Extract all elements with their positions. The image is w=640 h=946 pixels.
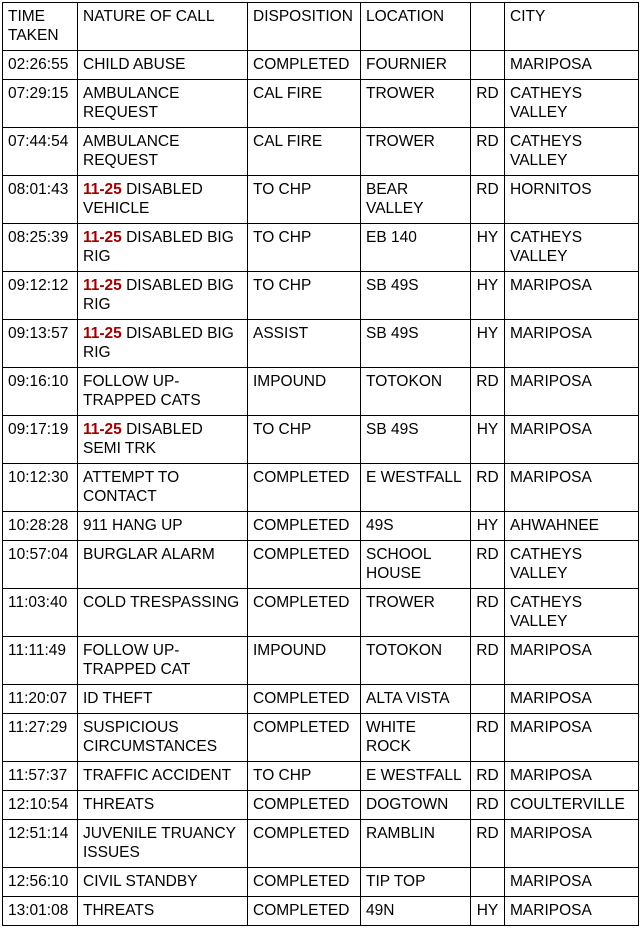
city-cell: CATHEYS VALLEY: [505, 128, 639, 176]
road-type-cell: RD: [471, 128, 505, 176]
disposition-cell: TO CHP: [248, 224, 361, 272]
table-row: [3, 589, 639, 637]
nature-text: ATTEMPT TO CONTACT: [83, 469, 180, 505]
disposition-cell: COMPLETED: [248, 464, 361, 512]
call-code: 11-25: [83, 277, 122, 294]
road-type-cell: RD: [471, 176, 505, 224]
location-cell: ALTA VISTA: [361, 685, 471, 714]
table-row: [3, 176, 639, 224]
time-taken-cell: 07:44:54: [3, 128, 78, 176]
time-taken-cell: 09:12:12: [3, 272, 78, 320]
location-cell: BEAR VALLEY: [361, 176, 471, 224]
nature-text: BURGLAR ALARM: [83, 546, 215, 563]
time-taken-cell: 13:01:08: [3, 897, 78, 926]
time-taken-cell: 11:27:29: [3, 714, 78, 762]
nature-text: AMBULANCE REQUEST: [83, 133, 180, 169]
city-cell: CATHEYS VALLEY: [505, 541, 639, 589]
location-cell: TROWER: [361, 589, 471, 637]
call-log-body: [3, 51, 639, 926]
road-type-cell: RD: [471, 762, 505, 791]
table-row: [3, 714, 639, 762]
road-type-cell: HY: [471, 320, 505, 368]
location-cell: 49S: [361, 512, 471, 541]
location-cell: DOGTOWN: [361, 791, 471, 820]
nature-of-call-cell: [78, 80, 248, 128]
nature-of-call-cell: [78, 128, 248, 176]
nature-text: CIVIL STANDBY: [83, 873, 198, 890]
nature-text: ID THEFT: [83, 690, 153, 707]
city-cell: MARIPOSA: [505, 762, 639, 791]
location-cell: TOTOKON: [361, 637, 471, 685]
table-row: [3, 820, 639, 868]
road-type-cell: RD: [471, 820, 505, 868]
nature-of-call-cell: [78, 176, 248, 224]
road-type-cell: RD: [471, 80, 505, 128]
header-disposition: DISPOSITION: [248, 3, 361, 51]
nature-of-call-cell: [78, 820, 248, 868]
call-log-table: [2, 2, 639, 926]
city-cell: MARIPOSA: [505, 368, 639, 416]
nature-text: FOLLOW UP-TRAPPED CATS: [83, 373, 201, 409]
city-cell: MARIPOSA: [505, 714, 639, 762]
time-taken-cell: 09:16:10: [3, 368, 78, 416]
header-road-type: [471, 3, 505, 51]
table-row: [3, 512, 639, 541]
location-cell: 49N: [361, 897, 471, 926]
header-row: [3, 3, 639, 51]
location-cell: SB 49S: [361, 416, 471, 464]
table-row: [3, 637, 639, 685]
nature-text: TRAFFIC ACCIDENT: [83, 767, 232, 784]
nature-of-call-cell: [78, 897, 248, 926]
disposition-cell: COMPLETED: [248, 868, 361, 897]
table-row: [3, 868, 639, 897]
city-cell: MARIPOSA: [505, 51, 639, 80]
nature-text: DISABLED BIG RIG: [83, 229, 234, 265]
time-taken-cell: 12:10:54: [3, 791, 78, 820]
city-cell: HORNITOS: [505, 176, 639, 224]
location-cell: FOURNIER: [361, 51, 471, 80]
time-taken-cell: 12:56:10: [3, 868, 78, 897]
city-cell: MARIPOSA: [505, 897, 639, 926]
table-row: [3, 416, 639, 464]
nature-text: DISABLED BIG RIG: [83, 277, 234, 313]
road-type-cell: HY: [471, 224, 505, 272]
nature-of-call-cell: [78, 791, 248, 820]
nature-text: COLD TRESPASSING: [83, 594, 240, 611]
nature-of-call-cell: [78, 464, 248, 512]
road-type-cell: RD: [471, 791, 505, 820]
location-cell: WHITE ROCK: [361, 714, 471, 762]
city-cell: MARIPOSA: [505, 464, 639, 512]
nature-of-call-cell: [78, 51, 248, 80]
header-time-taken: TIME TAKEN: [3, 3, 78, 51]
location-cell: TROWER: [361, 128, 471, 176]
city-cell: AHWAHNEE: [505, 512, 639, 541]
disposition-cell: COMPLETED: [248, 51, 361, 80]
time-taken-cell: 02:26:55: [3, 51, 78, 80]
time-taken-cell: 10:57:04: [3, 541, 78, 589]
disposition-cell: COMPLETED: [248, 685, 361, 714]
road-type-cell: HY: [471, 416, 505, 464]
city-cell: MARIPOSA: [505, 416, 639, 464]
nature-text: AMBULANCE REQUEST: [83, 85, 180, 121]
table-row: [3, 464, 639, 512]
nature-text: FOLLOW UP-TRAPPED CAT: [83, 642, 191, 678]
time-taken-cell: 10:28:28: [3, 512, 78, 541]
city-cell: MARIPOSA: [505, 320, 639, 368]
disposition-cell: COMPLETED: [248, 791, 361, 820]
time-taken-cell: 11:20:07: [3, 685, 78, 714]
city-cell: MARIPOSA: [505, 685, 639, 714]
city-cell: MARIPOSA: [505, 637, 639, 685]
call-code: 11-25: [83, 181, 122, 198]
time-taken-cell: 11:57:37: [3, 762, 78, 791]
table-row: [3, 541, 639, 589]
road-type-cell: RD: [471, 589, 505, 637]
road-type-cell: HY: [471, 512, 505, 541]
city-cell: COULTERVILLE: [505, 791, 639, 820]
nature-of-call-cell: [78, 512, 248, 541]
table-row: [3, 897, 639, 926]
nature-of-call-cell: [78, 637, 248, 685]
road-type-cell: RD: [471, 714, 505, 762]
time-taken-cell: 09:17:19: [3, 416, 78, 464]
disposition-cell: TO CHP: [248, 416, 361, 464]
table-row: [3, 51, 639, 80]
time-taken-cell: 10:12:30: [3, 464, 78, 512]
nature-of-call-cell: [78, 868, 248, 897]
call-code: 11-25: [83, 325, 122, 342]
city-cell: MARIPOSA: [505, 868, 639, 897]
nature-text: DISABLED SEMI TRK: [83, 421, 203, 457]
header-city: CITY: [505, 3, 639, 51]
nature-of-call-cell: [78, 272, 248, 320]
time-taken-cell: 12:51:14: [3, 820, 78, 868]
nature-text: JUVENILE TRUANCY ISSUES: [83, 825, 236, 861]
disposition-cell: TO CHP: [248, 176, 361, 224]
nature-text: CHILD ABUSE: [83, 56, 186, 73]
disposition-cell: CAL FIRE: [248, 128, 361, 176]
table-row: [3, 128, 639, 176]
nature-of-call-cell: [78, 368, 248, 416]
city-cell: CATHEYS VALLEY: [505, 224, 639, 272]
table-row: [3, 791, 639, 820]
road-type-cell: HY: [471, 272, 505, 320]
location-cell: TOTOKON: [361, 368, 471, 416]
table-row: [3, 320, 639, 368]
table-row: [3, 762, 639, 791]
nature-of-call-cell: [78, 541, 248, 589]
disposition-cell: COMPLETED: [248, 512, 361, 541]
nature-text: 911 HANG UP: [83, 517, 183, 534]
nature-of-call-cell: [78, 714, 248, 762]
location-cell: EB 140: [361, 224, 471, 272]
table-row: [3, 224, 639, 272]
location-cell: TROWER: [361, 80, 471, 128]
location-cell: TIP TOP: [361, 868, 471, 897]
nature-of-call-cell: [78, 685, 248, 714]
call-code: 11-25: [83, 421, 122, 438]
time-taken-cell: 08:01:43: [3, 176, 78, 224]
road-type-cell: RD: [471, 464, 505, 512]
time-taken-cell: 11:11:49: [3, 637, 78, 685]
header-nature-of-call: NATURE OF CALL: [78, 3, 248, 51]
location-cell: E WESTFALL: [361, 464, 471, 512]
city-cell: MARIPOSA: [505, 820, 639, 868]
nature-of-call-cell: [78, 224, 248, 272]
call-code: 11-25: [83, 229, 122, 246]
disposition-cell: COMPLETED: [248, 820, 361, 868]
nature-text: DISABLED VEHICLE: [83, 181, 203, 217]
road-type-cell: [471, 868, 505, 897]
time-taken-cell: 07:29:15: [3, 80, 78, 128]
nature-of-call-cell: [78, 589, 248, 637]
nature-of-call-cell: [78, 762, 248, 791]
disposition-cell: TO CHP: [248, 762, 361, 791]
road-type-cell: RD: [471, 541, 505, 589]
disposition-cell: ASSIST: [248, 320, 361, 368]
location-cell: SB 49S: [361, 320, 471, 368]
table-row: [3, 272, 639, 320]
road-type-cell: RD: [471, 368, 505, 416]
location-cell: SB 49S: [361, 272, 471, 320]
nature-of-call-cell: [78, 320, 248, 368]
disposition-cell: COMPLETED: [248, 714, 361, 762]
disposition-cell: COMPLETED: [248, 589, 361, 637]
city-cell: CATHEYS VALLEY: [505, 80, 639, 128]
disposition-cell: TO CHP: [248, 272, 361, 320]
location-cell: E WESTFALL: [361, 762, 471, 791]
disposition-cell: IMPOUND: [248, 368, 361, 416]
table-row: [3, 80, 639, 128]
disposition-cell: IMPOUND: [248, 637, 361, 685]
disposition-cell: CAL FIRE: [248, 80, 361, 128]
nature-text: DISABLED BIG RIG: [83, 325, 234, 361]
road-type-cell: RD: [471, 637, 505, 685]
table-row: [3, 368, 639, 416]
header-location: LOCATION: [361, 3, 471, 51]
nature-of-call-cell: [78, 416, 248, 464]
time-taken-cell: 09:13:57: [3, 320, 78, 368]
nature-text: SUSPICIOUS CIRCUMSTANCES: [83, 719, 218, 755]
disposition-cell: COMPLETED: [248, 897, 361, 926]
nature-text: THREATS: [83, 902, 155, 919]
nature-text: THREATS: [83, 796, 155, 813]
city-cell: CATHEYS VALLEY: [505, 589, 639, 637]
location-cell: SCHOOL HOUSE: [361, 541, 471, 589]
time-taken-cell: 08:25:39: [3, 224, 78, 272]
time-taken-cell: 11:03:40: [3, 589, 78, 637]
city-cell: MARIPOSA: [505, 272, 639, 320]
table-row: [3, 685, 639, 714]
disposition-cell: COMPLETED: [248, 541, 361, 589]
location-cell: RAMBLIN: [361, 820, 471, 868]
road-type-cell: [471, 51, 505, 80]
road-type-cell: [471, 685, 505, 714]
road-type-cell: HY: [471, 897, 505, 926]
